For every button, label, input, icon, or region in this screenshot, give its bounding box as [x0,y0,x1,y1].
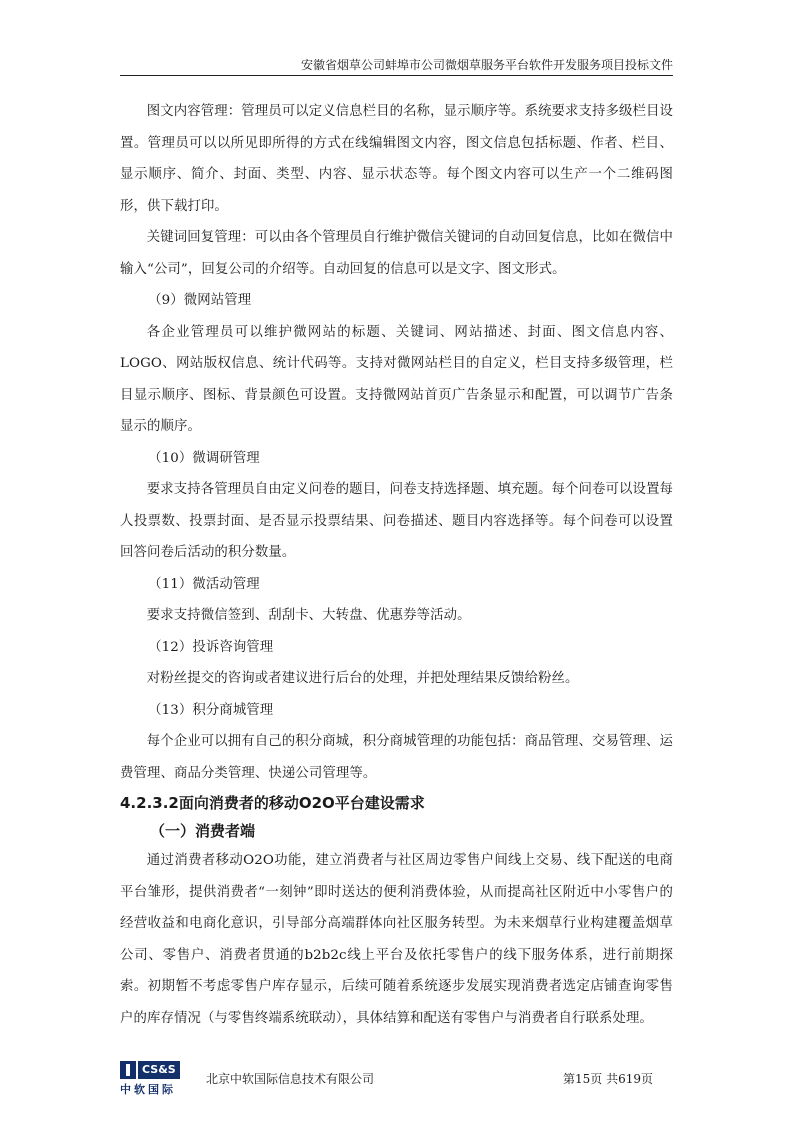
item-complaint: （12）投诉咨询管理 [148,639,274,655]
paragraph-complaint: 对粉丝提交的咨询或者建议进行后台的处理，并把处理结果反馈给粉丝。 [146,671,579,686]
paragraph-micro-survey: 要求支持各管理员自由定义问卷的题目，问卷支持选择题、填充题。每个问卷可以设置每人投票数、投票封面、是否显示投票结果、问卷描述、题目内容选择等。每个问卷可以设置回答问卷后活动的积分数量。 [120,482,673,560]
page-footer [120,1060,673,1100]
logo-text: CS&S [138,1061,180,1079]
paragraph-keyword-reply: 关键词回复管理：可以由各个管理员自行维护微信关键词的自动回复信息，比如在微信中输入“公司”，回复公司的介绍等。自动回复的信息可以是文字、图文形式。 [120,230,673,277]
paragraph-micro-activity: 要求支持微信签到、刮刮卡、大转盘、优惠券等活动。 [146,608,471,623]
subsection-heading: （一）消费者端 [150,822,256,840]
paragraph-consumer: 通过消费者移动O2O功能，建立消费者与社区周边零售户间线上交易、线下配送的电商平台雏形，提供消费者“一刻钟”即时送达的便利消费体验，从而提高社区附近中小零售户的经营收益和电商化意识，引导部分高端群体向社区服务转型。为未来烟草行业构建覆盖烟草公司、零售户、消费者贯通的b2b2c线上平台及依托零售户的线下服务体系，进行前期探索。初期暂不考虑零售户库存显示，后续可随着系统逐步发展实现消费者选定店铺查询零售户的库存情况（与零售终端系统联动），具体结算和配送有零售户与消费者自行联系处理。 [120,853,673,1026]
page-header: 安徽省烟草公司蚌埠市公司微烟草服务平台软件开发服务项目投标文件 [300,58,673,72]
logo-mark-icon [120,1061,136,1079]
paragraph-micro-site: 各企业管理员可以维护微网站的标题、关键词、网站描述、封面、图文信息内容、LOGO、网站版权信息、统计代码等。支持对微网站栏目的自定义，栏目支持多级管理，栏目显示顺序、图标、背景颜色可设置。支持微网站首页广告条显示和配置，可以调节广告条显示的顺序。 [120,324,673,434]
header-divider [120,75,673,76]
item-micro-activity: （11）微活动管理 [148,576,260,592]
company-logo [120,1060,190,1098]
paragraph-graphic-content: 图文内容管理：管理员可以定义信息栏目的名称，显示顺序等。系统要求支持多级栏目设置。管理员可以以所见即所得的方式在线编辑图文内容，图文信息包括标题、作者、栏目、显示顺序、简介、封面、类型、内容、显示状态等。每个图文内容可以生产一个二维码图形，供下载打印。 [120,104,673,214]
item-points-mall: （13）积分商城管理 [148,702,274,718]
logo-chinese-name: 中软国际 [120,1083,176,1096]
page-number: 第15页 共619页 [563,1072,653,1086]
section-heading: 4.2.3.2面向消费者的移动O2O平台建设需求 [120,794,425,812]
document-body [120,96,673,1034]
item-micro-survey: （10）微调研管理 [148,450,260,466]
item-micro-site: （9）微网站管理 [148,293,252,308]
company-name: 北京中软国际信息技术有限公司 [206,1072,375,1086]
paragraph-points-mall: 每个企业可以拥有自己的积分商城，积分商城管理的功能包括：商品管理、交易管理、运费管理、商品分类管理、快递公司管理等。 [120,734,673,781]
